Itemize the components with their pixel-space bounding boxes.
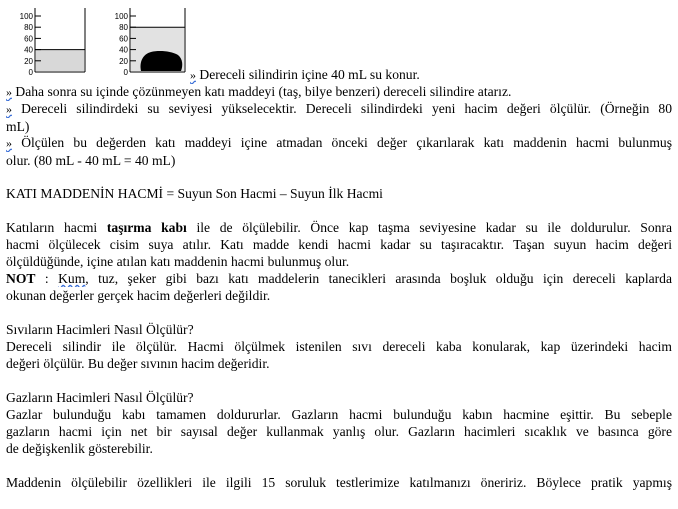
gases-section: Gazların Hacimleri Nasıl Ölçülür? Gazlar bulunduğu kabı tamamen doldururlar. Gazların hacmi bulunduğu kabın hacmine eşittir. Bu sebeple gazların hacmi için net bir sayısal değer kullanmak yanlış olur. Gazların hacimleri sıcaklık ve basınca göre de değişkenlik gösterebilir. <box>6 390 672 456</box>
scale-label: 0 <box>28 68 33 77</box>
liquids-section: Sıvıların Hacimleri Nasıl Ölçülür? Dereceli silindir ile ölçülür. Hacmi ölçülmek istenilen sıvı dereceli kaba konularak, kap üzerindeki hacim değeri ölçülür. Bu değer sıvının hacim değeridir. <box>6 322 672 371</box>
scale-label: 40 <box>119 45 128 55</box>
scale-label: 40 <box>24 45 33 55</box>
scale-label: 60 <box>119 34 128 44</box>
step-4: » Ölçülen bu değerden katı maddeyi içine atmadan önceki değer çıkarılarak katı maddenin hacmi bulunmuş olur. (80 mL - 40 mL = 40 mL) <box>6 135 672 168</box>
gases-heading: Gazların Hacimleri Nasıl Ölçülür? <box>6 390 194 405</box>
overflow-can-paragraph: Katıların hacmi taşırma kabı ile de ölçülebilir. Önce kap taşma seviyesine kadar su ile doldurulur. Sonra hacmi ölçülecek cisim suya atılır. Katı madde kendi hacmi kadar su taşıracaktır. Taşan suyun hacim değeri ölçüldüğünde, içine atılan katı maddenin hacmi bulunmuş olur. <box>6 220 672 269</box>
step-3: » Dereceli silindirdeki su seviyesi yükselecektir. Dereceli silindirdeki yeni hacim değeri ölçülür. (Örneğin 80 mL) <box>6 101 672 134</box>
scale-label: 100 <box>114 12 128 21</box>
scale-label: 60 <box>24 34 33 44</box>
scale-label: 80 <box>24 23 33 33</box>
cylinder-with-solid <box>115 8 185 77</box>
step-2: » Daha sonra su içinde çözünmeyen katı maddeyi (taş, bilye benzeri) dereceli silindire atarız. <box>6 84 512 99</box>
liquids-heading: Sıvıların Hacimleri Nasıl Ölçülür? <box>6 322 194 337</box>
overflow-can-term: taşırma kabı <box>106 220 187 235</box>
note-paragraph: NOT : Kum, tuz, şeker gibi bazı katı maddelerin tanecikleri arasında boşluk olduğu için dereceli kaplarda okunan değerler gerçek hacim değerleri değildir. <box>6 271 672 303</box>
step-1: » Dereceli silindirin içine 40 mL su konur. <box>190 67 420 82</box>
scale-label: 80 <box>119 23 128 33</box>
cylinder-empty <box>20 8 85 77</box>
note-label: NOT <box>6 271 36 286</box>
graduated-cylinders-figure <box>0 0 200 80</box>
scale-label: 100 <box>19 12 33 21</box>
scale-label: 20 <box>24 56 33 66</box>
volume-formula: KATI MADDENİN HACMİ = Suyun Son Hacmi – Suyun İlk Hacmi <box>6 186 383 201</box>
scale-label: 20 <box>119 56 128 66</box>
closing-paragraph: Maddenin ölçülebilir özellikleri ile ilgili 15 soruluk testlerimize katılmanızı öneririz. Böylece pratik yapmış <box>6 475 672 490</box>
scale-label: 0 <box>123 68 128 77</box>
solid-object-icon <box>140 51 182 71</box>
